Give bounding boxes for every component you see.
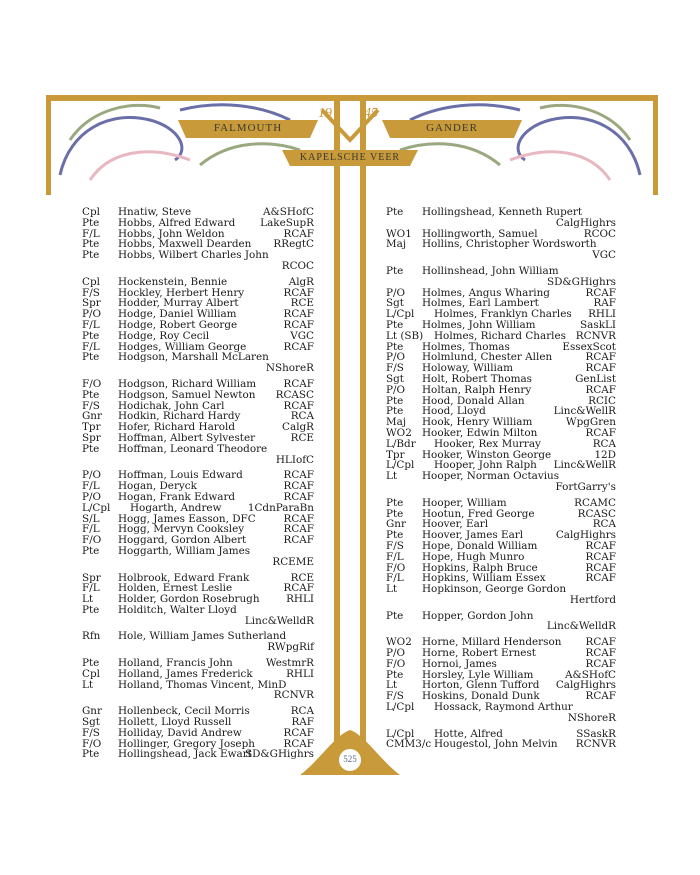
entry-rank: Pte <box>386 394 404 407</box>
entry-rank: L/Cpl <box>386 727 415 740</box>
entry-name: Hodichak, John Carl <box>118 399 225 412</box>
entry-unit: NShoreR <box>265 362 314 375</box>
entry-name: Hodge, Robert George <box>118 318 238 331</box>
entry-rank: WO1 <box>386 227 412 240</box>
entry-rank: Pte <box>82 329 100 342</box>
entry-unit: RCIC <box>588 394 616 407</box>
entry-rank: P/O <box>386 351 406 364</box>
roll-entry <box>82 277 314 288</box>
entry-unit: RCNVR <box>575 738 616 751</box>
entry-rank: Pte <box>82 351 100 364</box>
entry-name: Holmes, Franklyn Charles <box>434 308 572 321</box>
entry-unit: RCA <box>592 437 616 450</box>
entry-rank: S/L <box>82 512 100 525</box>
entry-unit: RCAF <box>585 426 616 439</box>
entry-rank: Rfn <box>82 630 101 643</box>
banner-gander: GANDER <box>426 122 478 134</box>
entry-name: Hoggard, Gordon Albert <box>118 534 247 547</box>
entry-rank: Pte <box>386 496 404 509</box>
right-flourish <box>400 105 640 180</box>
entry-rank: Pte <box>82 657 100 670</box>
entry-unit: RCAF <box>585 690 616 703</box>
roll-entry <box>82 749 314 760</box>
entry-unit: RCAF <box>283 308 314 321</box>
entry-unit: Linc&WelldR <box>244 614 314 627</box>
entry-rank: Pte <box>386 405 404 418</box>
entry-rank: Lt <box>82 593 94 606</box>
entry-unit: RCAF <box>283 582 314 595</box>
entry-unit: RCASC <box>577 507 616 520</box>
entry-unit: CalgHighrs <box>555 679 616 692</box>
entry-unit: RHLI <box>286 593 314 606</box>
entry-unit: SaskLI <box>580 318 616 331</box>
roll-entry <box>386 207 616 229</box>
entry-name: Holmes, Richard Charles <box>434 329 566 342</box>
entry-unit: VGC <box>592 249 616 262</box>
roll-entry <box>386 611 616 633</box>
entry-name: Hollingshead, Kenneth Rupert <box>422 206 583 218</box>
entry-unit: Linc&WelldR <box>546 620 616 633</box>
entry-name: Hodder, Murray Albert <box>118 297 239 310</box>
roll-entry <box>82 250 314 272</box>
entry-rank: F/L <box>82 582 100 595</box>
entry-unit: RCAF <box>585 351 616 364</box>
entry-rank: F/L <box>82 340 100 353</box>
entry-unit: RCAF <box>283 469 314 482</box>
entry-rank: F/O <box>386 657 406 670</box>
entry-name: Hodgson, Samuel Newton <box>118 388 256 401</box>
entry-unit: RCAF <box>283 286 314 299</box>
entry-unit: RCASC <box>275 388 314 401</box>
entry-unit: RCE <box>290 571 314 584</box>
entry-name: Hooper, John Ralph <box>434 459 537 472</box>
center-column-right <box>360 100 366 760</box>
roll-entry <box>386 739 616 750</box>
entry-rank: Gnr <box>82 705 102 718</box>
entry-name: Horne, Millard Henderson <box>422 636 562 649</box>
entry-unit: SD&GHighrs <box>546 275 616 288</box>
entry-rank: L/Bdr <box>386 437 416 450</box>
entry-rank: Pte <box>386 609 404 622</box>
entry-rank: Cpl <box>82 275 100 288</box>
roll-entry <box>386 471 616 493</box>
entry-rank: Lt <box>386 583 398 596</box>
entry-rank: P/O <box>386 647 406 660</box>
entry-name: Hopkins, William Essex <box>422 572 546 585</box>
entry-name: Hope, Hugh Munro <box>422 550 525 563</box>
entry-unit: RCAF <box>283 534 314 547</box>
entry-unit: RCAF <box>283 340 314 353</box>
entry-unit: RCAF <box>585 657 616 670</box>
entry-rank: F/S <box>82 399 100 412</box>
top-gold-bar <box>46 95 658 101</box>
entry-name: Hollinger, Gregory Joseph <box>118 737 255 750</box>
entry-rank: F/L <box>386 572 404 585</box>
entry-name: Hollingworth, Samuel <box>422 227 538 240</box>
entry-name: Hobbs, Alfred Edward <box>118 216 236 229</box>
entry-name: Holtan, Ralph Henry <box>422 383 532 396</box>
entry-name: Hodges, William George <box>118 340 247 353</box>
roll-entry <box>82 390 314 401</box>
roll-entry <box>386 509 616 520</box>
roll-entry <box>82 352 314 374</box>
entry-unit: RCNVR <box>575 329 616 342</box>
entry-name: Holland, Thomas Vincent, MinD <box>118 678 287 691</box>
entry-name: Hodgson, Marshall McLaren <box>118 351 269 364</box>
entry-unit: RCOC <box>281 259 314 272</box>
entry-name: Hogan, Deryck <box>118 480 197 493</box>
entry-rank: Lt <box>386 679 398 692</box>
entry-name: Hoffman, Albert Sylvester <box>118 431 256 444</box>
entry-unit: NShoreR <box>567 711 616 724</box>
entry-name: Hook, Henry William <box>422 416 533 429</box>
entry-rank: Pte <box>386 529 404 542</box>
entry-rank: Pte <box>82 544 100 557</box>
right-gold-post <box>653 95 658 195</box>
entry-name: Holmes, Earl Lambert <box>422 297 539 310</box>
entry-unit: RCAF <box>585 647 616 660</box>
entry-unit: RCAF <box>283 490 314 503</box>
left-flourish <box>60 105 300 180</box>
entry-rank: Sgt <box>386 297 404 310</box>
entry-unit: RCAF <box>283 318 314 331</box>
entry-rank: P/O <box>82 469 102 482</box>
entry-unit: Linc&WellR <box>553 405 616 418</box>
entry-unit: RCAF <box>585 550 616 563</box>
entry-rank: Pte <box>82 442 100 455</box>
entry-rank: Pte <box>386 318 404 331</box>
entry-unit: CalgHighrs <box>555 216 616 229</box>
entry-name: Horton, Glenn Tufford <box>422 679 540 692</box>
entry-name: Hooper, Norman Octavius <box>422 470 560 483</box>
entry-unit: RAF <box>593 297 616 310</box>
entry-unit: RCNVR <box>273 689 314 702</box>
roll-entry <box>386 648 616 659</box>
entry-unit: RCAF <box>283 512 314 525</box>
entry-name: Hollingshead, Jack Ewart <box>118 748 252 761</box>
entry-rank: F/O <box>386 561 406 574</box>
entry-unit: SD&GHighrs <box>244 748 314 761</box>
entry-name: Holliday, David Andrew <box>118 726 242 739</box>
entry-unit: RCA <box>290 410 314 423</box>
roll-entry <box>82 444 314 466</box>
roll-entry <box>82 503 314 514</box>
entry-name: Hope, Donald William <box>422 539 538 552</box>
entry-rank: Pte <box>82 603 100 616</box>
entry-rank: Cpl <box>82 206 100 218</box>
entry-rank: F/L <box>386 550 404 563</box>
entry-name: Horsley, Lyle William <box>422 668 534 681</box>
entry-name: Hofer, Richard Harold <box>118 421 235 434</box>
entry-name: Holmes, John William <box>422 318 536 331</box>
roll-entry <box>386 552 616 563</box>
entry-name: Hobbs, Maxwell Dearden <box>118 238 252 251</box>
entry-unit: RCA <box>290 705 314 718</box>
entry-name: Hobbs, Wilbert Charles John <box>118 249 269 262</box>
entry-rank: Pte <box>82 249 100 262</box>
entry-name: Hood, Lloyd <box>422 405 486 418</box>
entry-unit: RCAF <box>585 539 616 552</box>
entry-unit: CalgHighrs <box>555 529 616 542</box>
entry-rank: Lt <box>386 470 398 483</box>
roll-entry <box>386 385 616 396</box>
roll-entry <box>82 331 314 342</box>
entry-unit: FortGarry's <box>555 480 616 493</box>
entry-unit: RWpgRif <box>267 641 314 654</box>
entry-name: Hoffman, Louis Edward <box>118 469 243 482</box>
entry-name: Hotte, Alfred <box>434 727 503 740</box>
entry-rank: Gnr <box>82 410 102 423</box>
roll-entry <box>82 680 314 702</box>
entry-name: Hollett, Lloyd Russell <box>118 716 232 729</box>
left-gold-post <box>46 95 51 195</box>
roll-entry <box>82 546 314 568</box>
entry-unit: RCAF <box>283 737 314 750</box>
entry-rank: Pte <box>386 340 404 353</box>
entry-unit: WpgGren <box>565 416 616 429</box>
entry-unit: 12D <box>594 448 616 461</box>
entry-name: Hogg, James Easson, DFC <box>118 512 256 525</box>
entry-unit: RCAF <box>283 523 314 536</box>
entry-name: Holden, Ernest Leslie <box>118 582 233 595</box>
entry-name: Holoway, William <box>422 362 513 375</box>
roll-entry <box>82 605 314 627</box>
entry-unit: RCAF <box>283 399 314 412</box>
roll-entry <box>82 218 314 229</box>
entry-name: Hogan, Frank Edward <box>118 490 236 503</box>
entry-unit: RCAF <box>585 383 616 396</box>
entry-name: Hoggarth, William James <box>118 544 251 557</box>
entry-name: Holt, Robert Thomas <box>422 372 533 385</box>
entry-rank: Pte <box>386 206 404 218</box>
entry-rank: F/O <box>82 534 102 547</box>
entry-name: Hnatiw, Steve <box>118 206 192 218</box>
entry-unit: 1CdnParaBn <box>247 501 314 514</box>
entry-name: Hooker, Winston George <box>422 448 552 461</box>
entry-rank: P/O <box>82 308 102 321</box>
entry-rank: Pte <box>386 668 404 681</box>
entry-rank: Tpr <box>386 448 405 461</box>
entry-rank: Pte <box>82 748 100 761</box>
year-left: 19 <box>318 106 332 121</box>
entry-rank: F/S <box>386 362 404 375</box>
entry-unit: WestmrR <box>265 657 314 670</box>
entry-unit: RRegtC <box>273 238 314 251</box>
entry-rank: F/S <box>386 690 404 703</box>
left-name-column <box>82 207 314 760</box>
entry-unit: RCAF <box>283 726 314 739</box>
entry-name: Holland, James Frederick <box>118 667 253 680</box>
entry-name: Hooker, Rex Murray <box>434 437 541 450</box>
entry-name: Hodge, Daniel William <box>118 308 237 321</box>
entry-rank: WO2 <box>386 426 412 439</box>
entry-unit: RCE <box>290 431 314 444</box>
entry-unit: EssexScot <box>562 340 616 353</box>
entry-name: Hodge, Roy Cecil <box>118 329 210 342</box>
year-right: 45 <box>364 106 378 121</box>
roll-entry <box>386 498 616 509</box>
banner-falmouth: FALMOUTH <box>213 122 283 134</box>
roll-entry <box>82 470 314 481</box>
entry-name: Hoover, James Earl <box>422 529 524 542</box>
roll-entry <box>386 331 616 342</box>
entry-unit: RCAF <box>585 362 616 375</box>
entry-unit: RCE <box>290 297 314 310</box>
roll-entry <box>386 584 616 606</box>
entry-rank: Sgt <box>82 716 100 729</box>
entry-rank: Spr <box>82 431 101 444</box>
entry-name: Holmes, Angus Wharing <box>422 286 550 299</box>
entry-rank: F/L <box>82 480 100 493</box>
entry-rank: Pte <box>82 216 100 229</box>
entry-unit: RCAF <box>283 480 314 493</box>
entry-rank: Spr <box>82 297 101 310</box>
entry-rank: Lt (SB) <box>386 329 424 342</box>
entry-unit: Hertford <box>569 593 616 606</box>
entry-unit: RCOC <box>583 227 616 240</box>
entry-name: Hooker, Edwin Milton <box>422 426 538 439</box>
entry-rank: F/L <box>82 523 100 536</box>
entry-unit: RHLI <box>588 308 616 321</box>
entry-rank: Pte <box>82 388 100 401</box>
entry-rank: Pte <box>82 238 100 251</box>
entry-unit: A&SHofC <box>565 668 616 681</box>
entry-rank: Tpr <box>82 421 101 434</box>
page-number: 525 <box>343 754 357 764</box>
entry-unit: HLIofC <box>275 453 314 466</box>
entry-rank: Pte <box>386 264 404 277</box>
entry-rank: P/O <box>82 490 102 503</box>
entry-unit: RCAF <box>585 286 616 299</box>
entry-name: Hole, William James Sutherland <box>118 630 287 643</box>
entry-name: Hopkins, Ralph Bruce <box>422 561 538 574</box>
roll-entry <box>82 631 314 653</box>
entry-name: Hood, Donald Allan <box>422 394 525 407</box>
center-column-left <box>334 100 340 760</box>
entry-rank: P/O <box>386 286 406 299</box>
entry-rank: WO2 <box>386 636 412 649</box>
entry-name: Hooper, William <box>422 496 507 509</box>
entry-unit: RAF <box>291 716 314 729</box>
entry-name: Hoskins, Donald Dunk <box>422 690 540 703</box>
entry-name: Hollinshead, John William <box>422 264 559 277</box>
entry-name: Hootun, Fred George <box>422 507 535 520</box>
entry-rank: F/O <box>82 737 102 750</box>
entry-name: Holbrook, Edward Frank <box>118 571 250 584</box>
entry-unit: RCAF <box>585 636 616 649</box>
entry-name: Holder, Gordon Rosebrugh <box>118 593 260 606</box>
right-name-column <box>386 207 616 750</box>
entry-name: Hodkin, Richard Hardy <box>118 410 241 423</box>
entry-rank: P/O <box>386 383 406 396</box>
entry-name: Holditch, Walter Lloyd <box>118 603 237 616</box>
entry-rank: Maj <box>386 416 407 429</box>
entry-unit: RCA <box>592 518 616 531</box>
entry-unit: RCAF <box>585 561 616 574</box>
entry-rank: Spr <box>82 571 101 584</box>
roll-entry <box>386 439 616 450</box>
entry-rank: Lt <box>82 678 94 691</box>
entry-name: Hodgson, Richard William <box>118 377 257 390</box>
entry-rank: F/S <box>82 726 100 739</box>
entry-rank: Gnr <box>386 518 406 531</box>
entry-name: Horne, Robert Ernest <box>422 647 536 660</box>
roll-entry <box>386 239 616 261</box>
entry-rank: Cpl <box>82 667 100 680</box>
entry-unit: RCAF <box>283 227 314 240</box>
entry-unit: CalgR <box>282 421 314 434</box>
roll-entry <box>386 266 616 288</box>
entry-unit: RCEME <box>272 555 314 568</box>
entry-unit: AlgR <box>288 275 314 288</box>
roll-entry <box>386 702 616 724</box>
entry-unit: SSaskR <box>576 727 616 740</box>
entry-rank: CMM3/c <box>386 738 432 751</box>
entry-name: Hossack, Raymond Arthur <box>434 701 573 714</box>
entry-unit: A&SHofC <box>263 206 314 218</box>
entry-unit: RCAMC <box>574 496 616 509</box>
entry-rank: F/L <box>82 318 100 331</box>
entry-unit: RCAF <box>585 572 616 585</box>
entry-name: Hockley, Herbert Henry <box>118 286 245 299</box>
entry-unit: RCAF <box>283 377 314 390</box>
entry-name: Holmlund, Chester Allen <box>422 351 553 364</box>
entry-name: Hogg, Mervyn Cooksley <box>118 523 245 536</box>
entry-rank: Pte <box>386 507 404 520</box>
entry-name: Hobbs, John Weldon <box>118 227 225 240</box>
entry-name: Hornoi, James <box>422 657 497 670</box>
entry-name: Hopper, Gordon John <box>422 609 534 622</box>
entry-rank: L/Cpl <box>386 459 415 472</box>
entry-name: Hoover, Earl <box>422 518 489 531</box>
entry-rank: L/Cpl <box>82 501 111 514</box>
entry-rank: F/S <box>82 286 100 299</box>
entry-rank: L/Cpl <box>386 701 415 714</box>
entry-unit: Linc&WellR <box>553 459 616 472</box>
entry-name: Hoffman, Leonard Theodore <box>118 442 268 455</box>
entry-name: Hogarth, Andrew <box>130 501 222 514</box>
entry-unit: RHLI <box>286 667 314 680</box>
entry-name: Hopkinson, George Gordon <box>422 583 567 596</box>
entry-rank: Maj <box>386 238 407 251</box>
banner-kapelsche-veer: KAPELSCHE VEER <box>299 152 401 163</box>
entry-name: Holland, Francis John <box>118 657 233 670</box>
entry-name: Hockenstein, Bennie <box>118 275 228 288</box>
entry-name: Hougestol, John Melvin <box>434 738 558 751</box>
entry-rank: Sgt <box>386 372 404 385</box>
entry-unit: GenList <box>575 372 616 385</box>
entry-rank: F/O <box>82 377 102 390</box>
entry-rank: F/L <box>82 227 100 240</box>
entry-name: Holmes, Thomas <box>422 340 510 353</box>
entry-name: Hollins, Christopher Wordsworth <box>422 238 597 251</box>
entry-unit: VGC <box>290 329 314 342</box>
entry-unit: LakeSupR <box>260 216 314 229</box>
entry-name: Hollenbeck, Cecil Morris <box>118 705 250 718</box>
entry-rank: F/S <box>386 539 404 552</box>
entry-rank: L/Cpl <box>386 308 415 321</box>
